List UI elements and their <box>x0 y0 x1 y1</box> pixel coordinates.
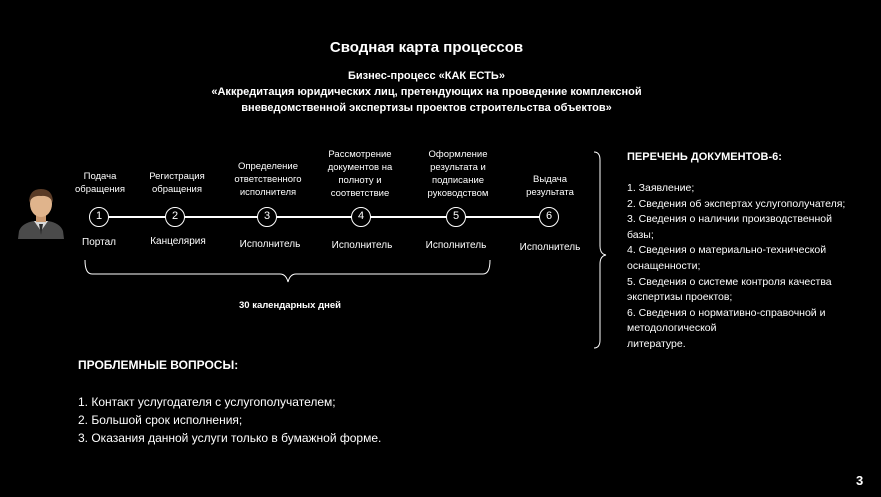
problems-list <box>78 393 381 447</box>
stage-3-label: Определение ответственного исполнителя <box>234 161 302 198</box>
stage-4-role: Исполнитель <box>331 240 393 251</box>
duration-bracket <box>80 258 500 298</box>
stage-5-role: Исполнитель <box>425 240 487 251</box>
documents-item: литературе. <box>627 337 686 350</box>
documents-item: 6. Сведения о нормативно-справочной и <box>627 306 826 319</box>
stage-5-label: Оформление результата и подписание руководством <box>427 149 489 199</box>
subtitle-line-2: «Аккредитация юридических лиц, претендующих на проведение комплексной <box>211 86 642 98</box>
documents-item: 2. Сведения об экспертах услугополучателя; <box>627 197 846 210</box>
documents-list <box>627 181 877 353</box>
stage-3-node: 3 <box>257 207 277 227</box>
subtitle-line-3: вневедомственной экспертизы проектов строительства объектов» <box>241 102 612 114</box>
documents-item: 5. Сведения о системе контроля качества <box>627 275 832 288</box>
duration-label: 30 календарных дней <box>239 300 341 311</box>
page-number: 3 <box>856 473 864 488</box>
problems-item: 2. Большой срок исполнения; <box>78 413 243 427</box>
stage-3-role: Исполнитель <box>239 239 301 250</box>
stage-5-node: 5 <box>446 207 466 227</box>
problems-title: ПРОБЛЕМНЫЕ ВОПРОСЫ: <box>78 358 239 372</box>
page-title: Сводная карта процессов <box>329 39 524 56</box>
documents-item: базы; <box>627 228 654 241</box>
documents-item: 4. Сведения о материально-технической <box>627 244 827 257</box>
stage-2-label: Регистрация обращения <box>149 171 205 195</box>
stage-6-role: Исполнитель <box>519 242 581 253</box>
stage-1-role: Портал <box>82 237 116 248</box>
stage-1-node: 1 <box>89 207 109 227</box>
process-subtitle <box>0 68 853 116</box>
documents-bracket <box>590 150 610 350</box>
stage-6-node: 6 <box>539 207 559 227</box>
stage-1-label: Подача обращения <box>75 171 125 195</box>
documents-item: экспертизы проектов; <box>627 291 733 304</box>
documents-item: 1. Заявление; <box>627 182 695 194</box>
subtitle-line-1: Бизнес-процесс «КАК ЕСТЬ» <box>348 70 505 82</box>
problems-item: 3. Оказания данной услуги только в бумажной форме. <box>78 431 382 445</box>
problems-item: 1. Контакт услугодателя с услугополучателем; <box>78 395 336 409</box>
documents-item: методологической <box>627 322 717 335</box>
stage-6-label: Выдача результата <box>526 174 574 198</box>
stage-2-role: Канцелярия <box>150 236 206 247</box>
documents-item: оснащенности; <box>627 259 701 272</box>
stage-4-node: 4 <box>351 207 371 227</box>
documents-item: 3. Сведения о наличии производственной <box>627 213 832 226</box>
stage-2-node: 2 <box>165 207 185 227</box>
documents-title: ПЕРЕЧЕНЬ ДОКУМЕНТОВ-6: <box>627 151 782 163</box>
stage-4-label: Рассмотрение документов на полноту и соответствие <box>327 149 393 199</box>
